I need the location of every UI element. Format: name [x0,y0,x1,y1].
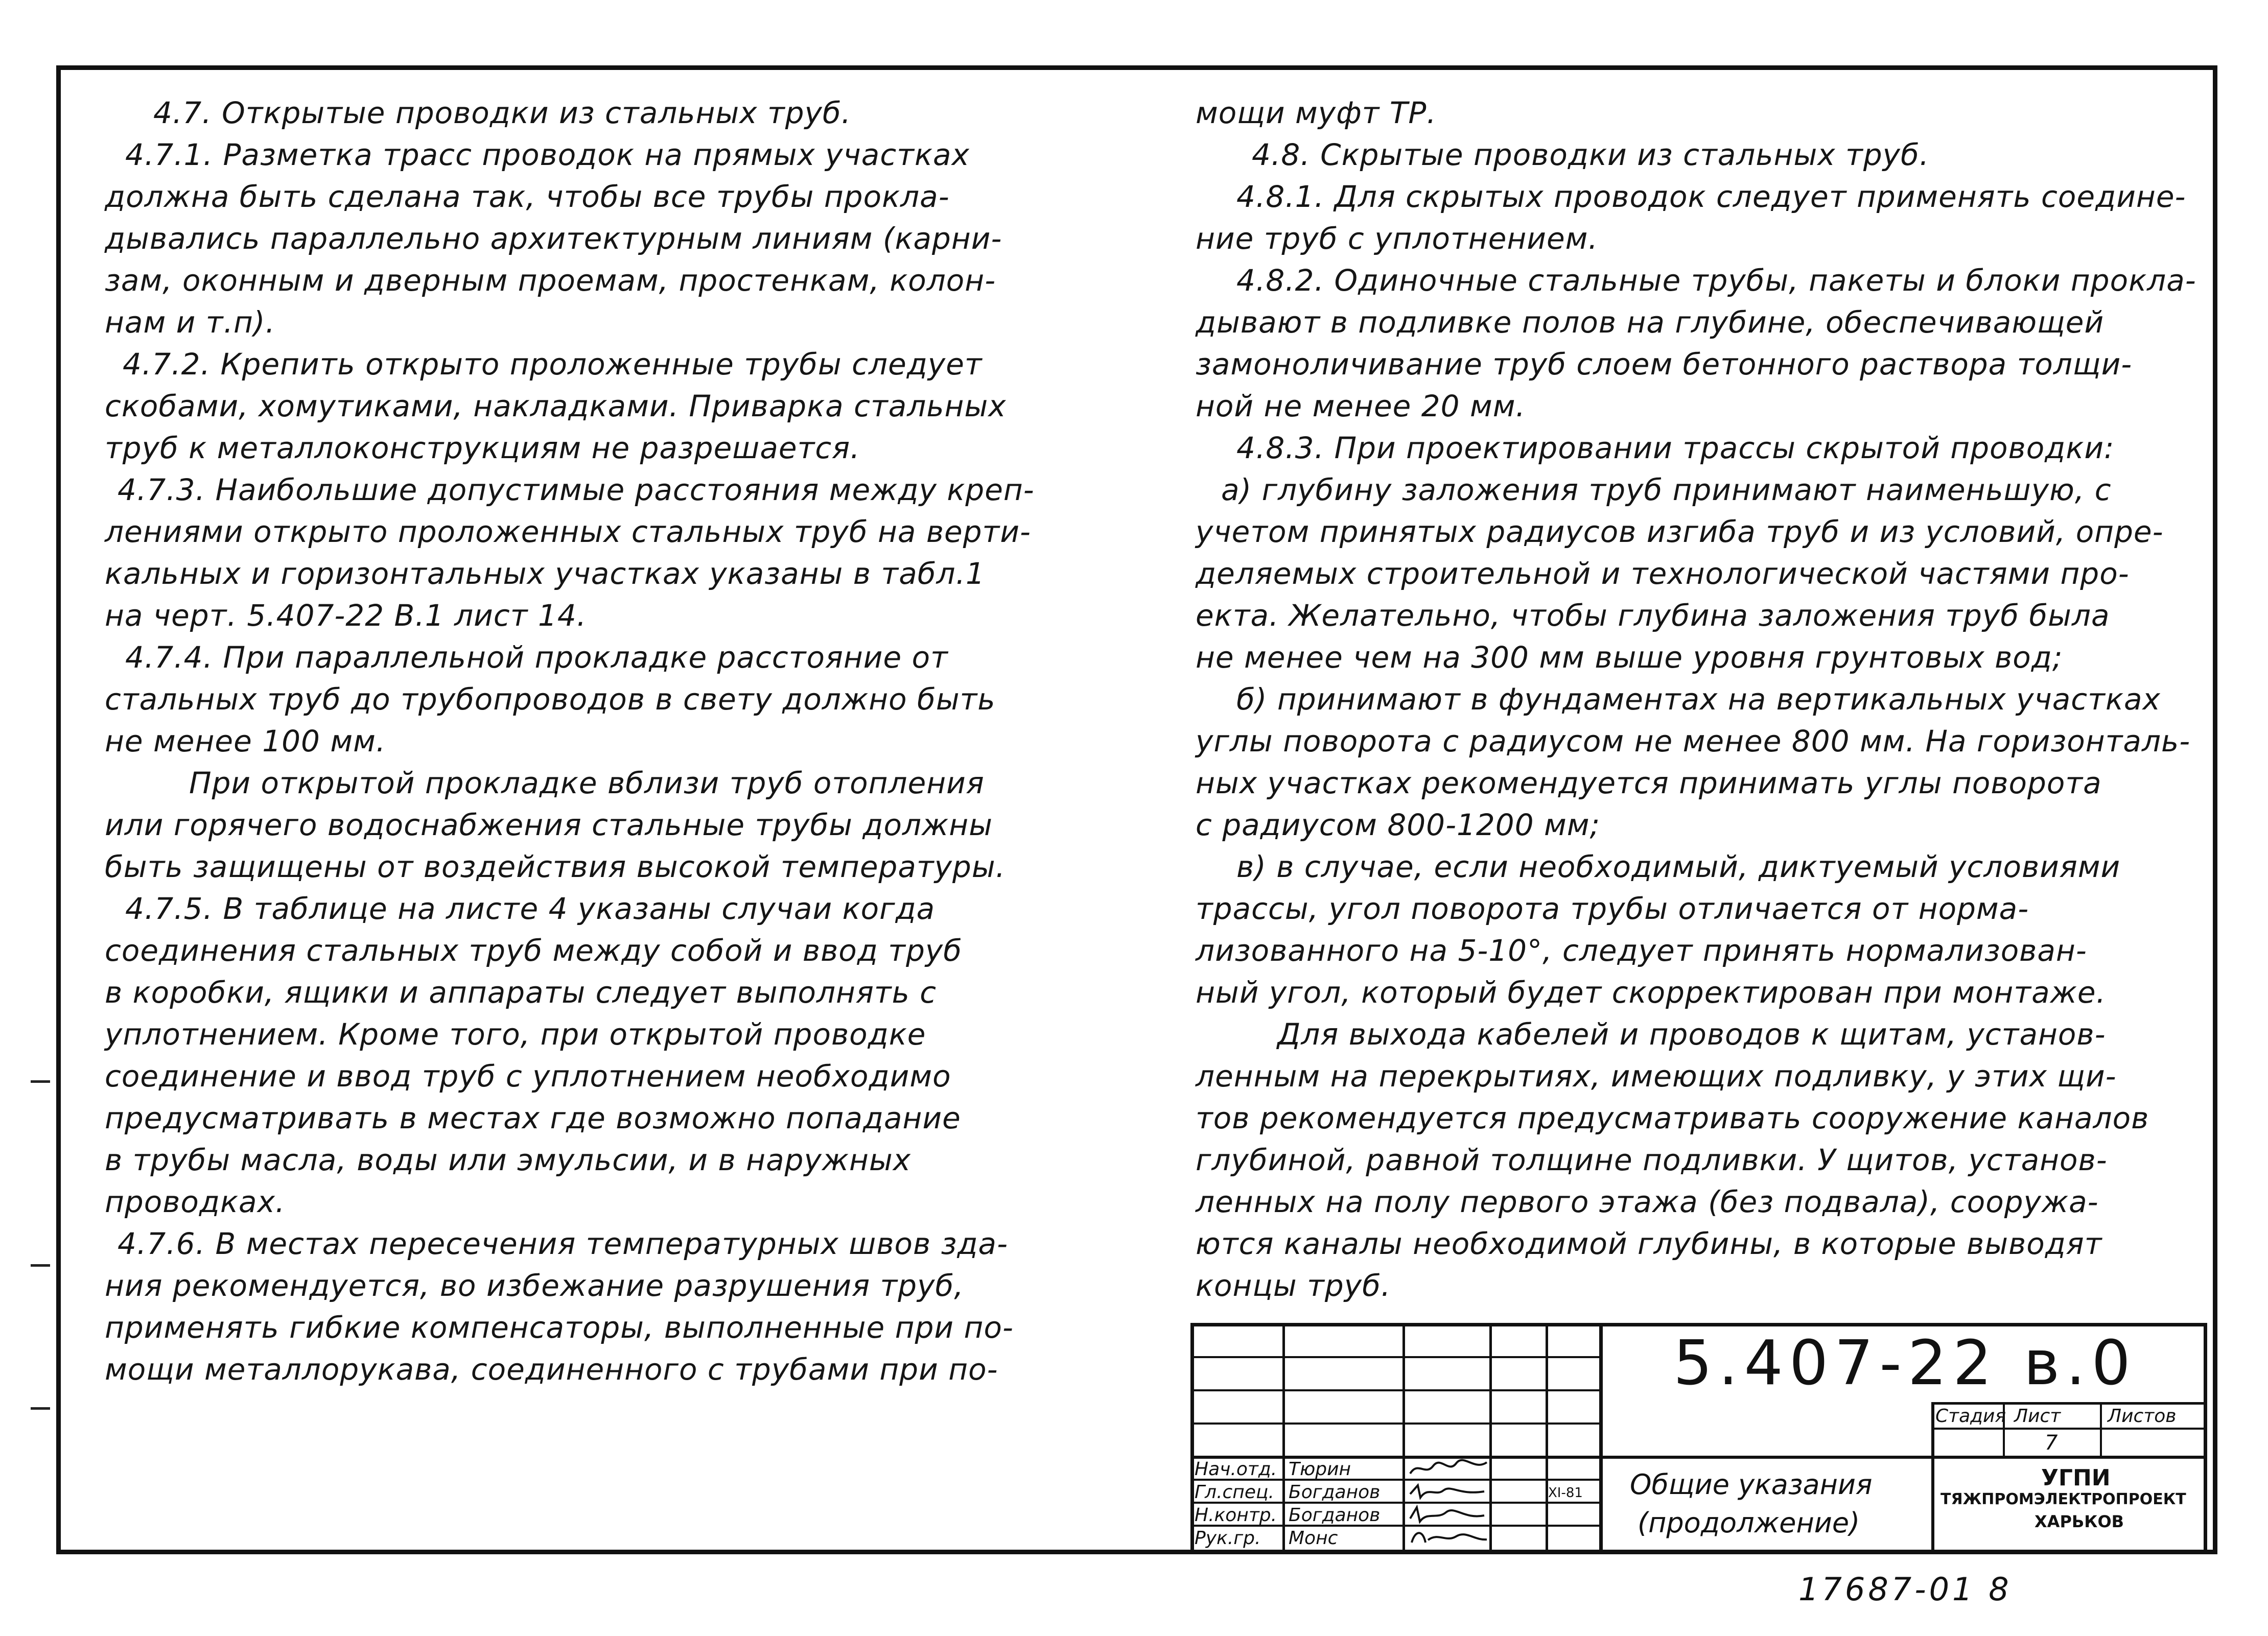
text-line: зам, оконным и дверным проемам, простенкам, колон- [105,263,996,298]
text-line: предусматривать в местах где возможно попадание [105,1101,961,1135]
text-line: соединение и ввод труб с уплотнением необходимо [105,1059,951,1094]
text-line: б) принимают в фундаментах на вертикальных участках [1236,682,2161,717]
text-line: тов рекомендуется предусматривать сооружение каналов [1196,1101,2149,1135]
text-line: Для выхода кабелей и проводов к щитам, установ- [1277,1017,2106,1052]
organization-fullname: ТЯЖПРОМЭЛЕКТРОПРОЕКТ [1940,1490,2186,1508]
text-line: деляемых строительной и технологической частями про- [1196,556,2130,591]
text-line: в трубы масла, воды или эмульсии, и в наружных [105,1143,911,1177]
left-text-column [105,92,1116,1430]
text-line: соединения стальных труб между собой и ввод труб [105,933,963,968]
sheet-label: Лист [2014,1406,2061,1427]
text-line: концы труб. [1196,1268,1391,1303]
text-line: 4.7.6. В местах пересечения температурных швов зда- [118,1226,1009,1261]
person-name: Тюрин [1289,1459,1351,1480]
text-line: ния рекомендуется, во избежание разрушения труб, [105,1268,964,1303]
text-line: кальных и горизонтальных участках указаны в табл.1 [105,556,985,591]
margin-tick [31,1264,50,1267]
text-line: быть защищены от воздействия высокой температуры. [105,849,1006,884]
text-line: 4.7.3. Наибольшие допустимые расстояния между креп- [118,472,1035,507]
text-line: или горячего водоснабжения стальные трубы должны [105,808,993,842]
text-line: 4.7.1. Разметка трасс проводок на прямых участках [125,137,970,172]
text-line: глубиной, равной толщине подливки. У щитов, установ- [1196,1143,2108,1177]
grid-line [1931,1402,2207,1405]
text-line: 4.8.3. При проектировании трассы скрытой проводки: [1236,431,2115,465]
text-line: мощи муфт ТР. [1196,96,1437,130]
person-name: Богданов [1289,1482,1381,1503]
text-line: с радиусом 800-1200 мм; [1196,808,1601,842]
right-text-column [1196,92,2212,1318]
grid-line [1931,1428,2207,1430]
text-line: а) глубину заложения труб принимают наименьшую, с [1221,472,2112,507]
role-label: Гл.спец. [1195,1482,1274,1503]
margin-tick [31,1080,50,1083]
text-line: проводках. [105,1184,286,1219]
grid-line [1190,1389,1599,1391]
text-line: должна быть сделана так, чтобы все трубы прокла- [105,179,950,214]
text-line: лениями открыто проложенных стальных труб на верти- [105,514,1031,549]
organization-name: УГПИ [2041,1465,2111,1491]
grid-line [1931,1402,1934,1553]
text-line: применять гибкие компенсаторы, выполненные при по- [105,1310,1014,1345]
text-line: трассы, угол поворота трубы отличается от норма- [1196,891,2029,926]
text-line: учетом принятых радиусов изгиба труб и из условий, опре- [1196,514,2164,549]
text-line: ных участках рекомендуется принимать углы поворота [1196,766,2102,800]
grid-line [1190,1422,1599,1425]
text-line: екта. Желательно, чтобы глубина заложения труб была [1196,598,2110,633]
text-line: ный угол, который будет скорректирован при монтаже. [1196,975,2107,1010]
drawing-designation: 5.407-22 в.0 [1673,1328,2137,1399]
text-line: мощи металлорукава, соединенного с трубами при по- [105,1352,998,1387]
text-line: ние труб с уплотнением. [1196,221,1598,256]
text-line: замоноличивание труб слоем бетонного раствора толщи- [1196,347,2133,382]
text-line: ленным на перекрытиях, имеющих подливку, у этих щи- [1196,1059,2117,1094]
text-line: на черт. 5.407-22 В.1 лист 14. [105,598,587,633]
text-line: не менее 100 мм. [105,724,386,758]
text-line: ленных на полу первого этажа (без подвала), сооружа- [1196,1184,2099,1219]
sheets-label: Листов [2108,1406,2177,1427]
text-line: ются каналы необходимой глубины, в которые выводят [1196,1226,2102,1261]
text-line: нам и т.п). [105,305,275,340]
title-block-border [2204,1323,2207,1553]
sheet-number: 7 [2045,1431,2058,1455]
title-block [1190,1323,2207,1553]
signature-mark [1408,1481,1489,1502]
section-heading: 4.7. Открытые проводки из стальных труб. [153,96,852,130]
text-line: При открытой прокладке вблизи труб отопления [189,766,985,800]
text-line: не менее чем на 300 мм выше уровня грунтовых вод; [1196,640,2063,675]
signature-mark [1408,1527,1489,1548]
role-label: Н.контр. [1195,1505,1277,1526]
signature-mark [1408,1458,1489,1479]
text-line: скобами, хомутиками, накладками. Приварка стальных [105,389,1007,423]
role-label: Рук.гр. [1195,1528,1261,1549]
text-line: 4.7.5. В таблице на листе 4 указаны случаи когда [125,891,936,926]
grid-line [1931,1457,2207,1459]
grid-line [1599,1323,1603,1553]
grid-line [2100,1402,2102,1458]
text-line: уплотнением. Кроме того, при открытой проводке [105,1017,926,1052]
margin-tick [31,1407,50,1410]
organization-city: ХАРЬКОВ [2035,1512,2124,1531]
grid-line [1190,1356,1599,1358]
text-line: дывались параллельно архитектурным линиям (карни- [105,221,1002,256]
signature-mark [1408,1504,1489,1525]
text-line: дывают в подливке полов на глубине, обеспечивающей [1196,305,2105,340]
text-line: 4.8.2. Одиночные стальные трубы, пакеты и блоки прокла- [1236,263,2196,298]
role-label: Нач.отд. [1195,1459,1277,1480]
text-line: 4.7.4. При параллельной прокладке расстояние от [125,640,948,675]
drawing-subtitle: (продолжение) [1638,1507,1860,1539]
text-line: в) в случае, если необходимый, диктуемый условиями [1236,849,2121,884]
text-line: в коробки, ящики и аппараты следует выполнять с [105,975,937,1010]
title-block-border [1190,1323,2207,1326]
person-name: Монс [1289,1528,1338,1549]
text-line: стальных труб до трубопроводов в свету должно быть [105,682,996,717]
text-line: лизованного на 5-10°, следует принять нормализован- [1196,933,2087,968]
approval-date: XI-81 [1548,1485,1583,1501]
person-name: Богданов [1289,1505,1381,1526]
drawing-title: Общие указания [1630,1468,1873,1501]
stage-label: Стадия [1935,1406,2006,1427]
document-number: 17687-01 8 [1798,1571,2012,1608]
text-line: 4.8.1. Для скрытых проводок следует применять соедине- [1236,179,2186,214]
text-line: 4.7.2. Крепить открыто проложенные трубы следует [123,347,983,382]
section-heading: 4.8. Скрытые проводки из стальных труб. [1252,137,1930,172]
text-line: углы поворота с радиусом не менее 800 мм. На горизонталь- [1196,724,2191,758]
text-line: труб к металлоконструкциям не разрешается. [105,431,860,465]
text-line: ной не менее 20 мм. [1196,389,1526,423]
